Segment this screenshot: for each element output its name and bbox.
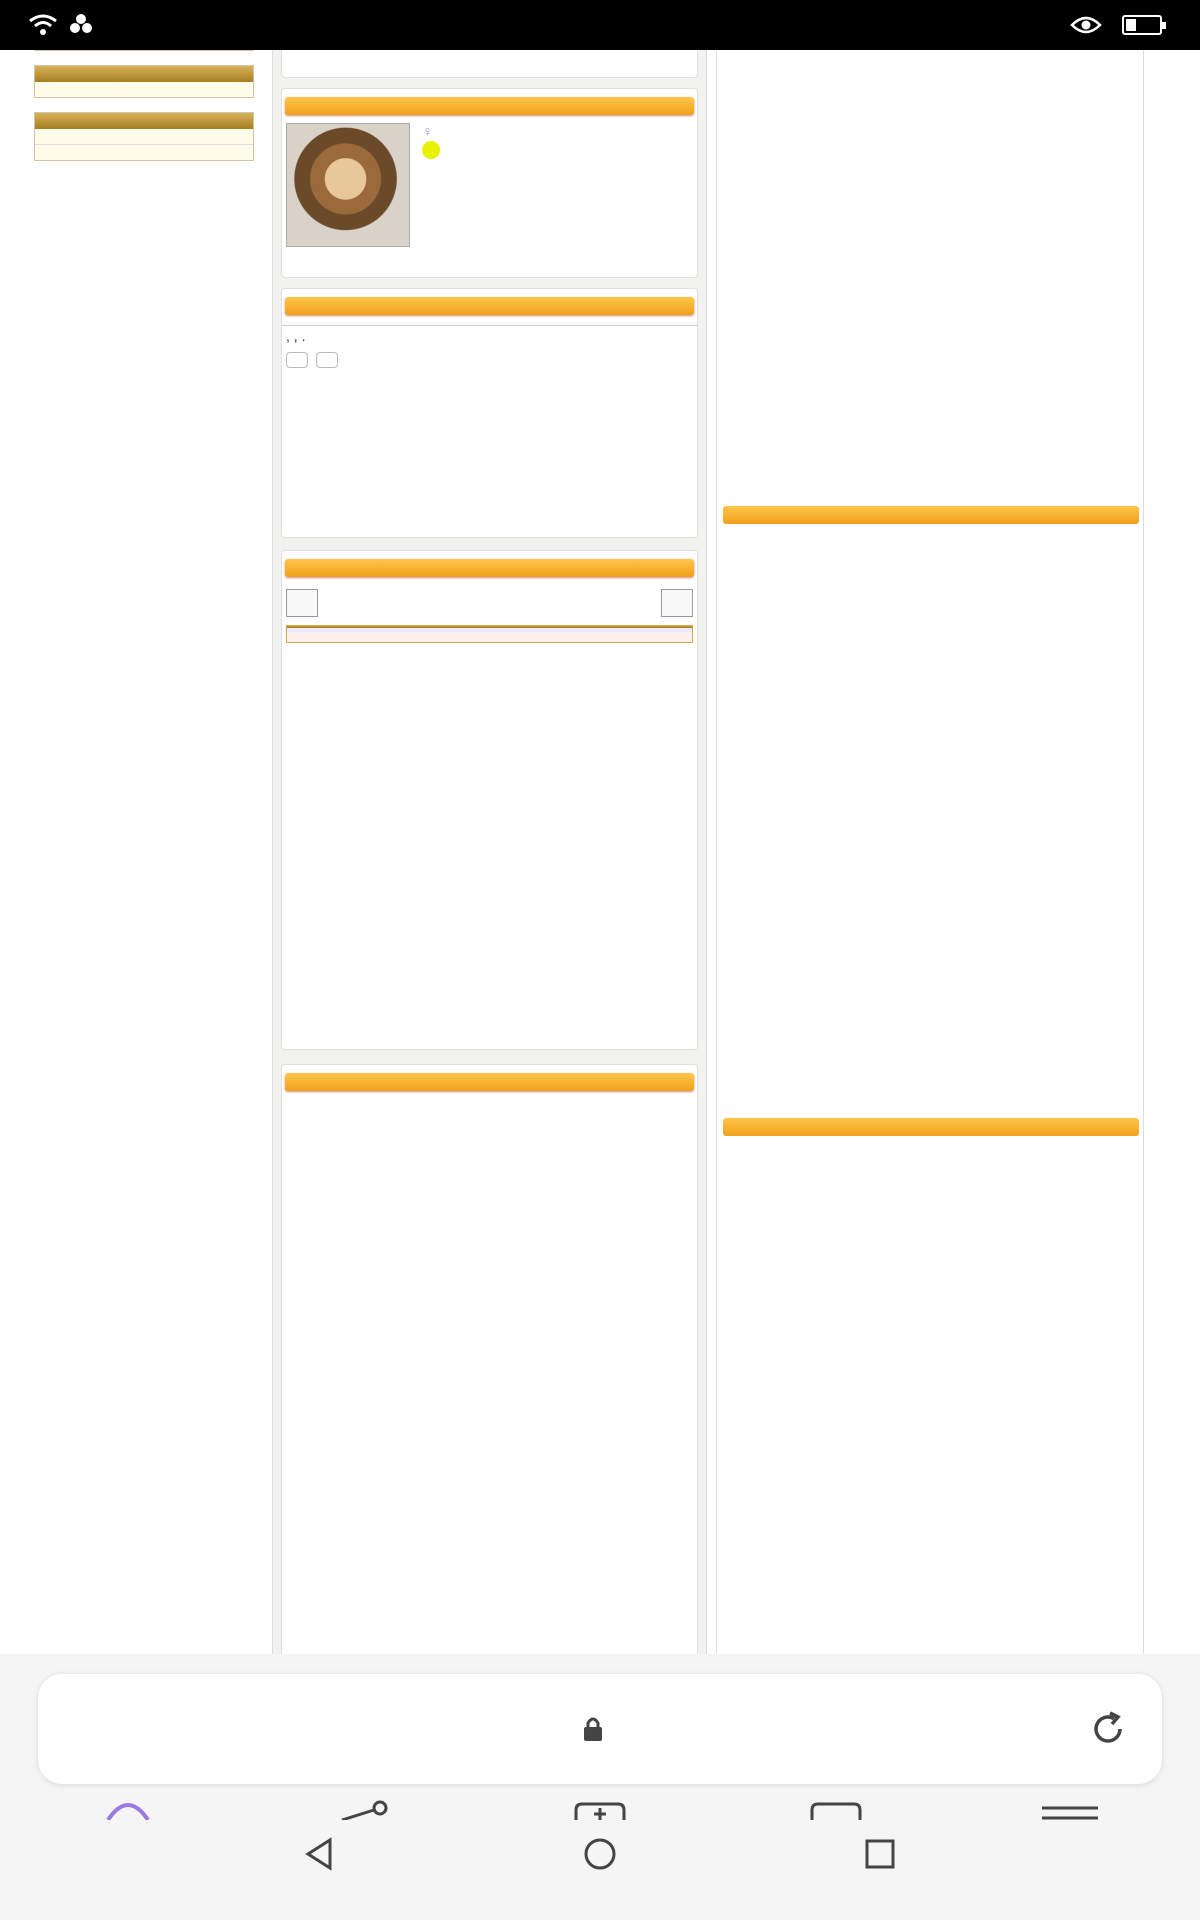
- system-nav-bar: [0, 1820, 1200, 1920]
- weight-line-chart: [717, 1160, 1143, 1654]
- dots-icon: [68, 13, 94, 37]
- friends-online-empty: [35, 135, 253, 141]
- home-arc-icon[interactable]: [98, 1800, 158, 1820]
- battery-icon: [1122, 15, 1162, 35]
- browser-toolbar: [0, 1654, 1200, 1820]
- home-icon[interactable]: [580, 1834, 620, 1874]
- left-sidebar: [34, 50, 254, 161]
- lock-icon: [582, 1715, 604, 1743]
- informer-box: [281, 50, 698, 78]
- enter-today-button[interactable]: [286, 352, 308, 368]
- personal-data-header[interactable]: [285, 97, 694, 115]
- recents-icon[interactable]: [860, 1834, 900, 1874]
- forum-panel-header[interactable]: [35, 66, 253, 82]
- new-tab-icon[interactable]: [570, 1800, 630, 1820]
- corridor-box: , , .: [281, 288, 698, 538]
- friends-panel-header[interactable]: [35, 113, 253, 129]
- column-header: [568, 321, 697, 326]
- next-day-button[interactable]: [661, 589, 693, 617]
- vitamin-badge-icon: [422, 141, 440, 159]
- web-page: [0, 50, 1200, 1654]
- menu-icon[interactable]: [1040, 1800, 1100, 1820]
- share-icon[interactable]: [332, 1800, 392, 1820]
- buttons-header[interactable]: [285, 1073, 694, 1091]
- address-bar[interactable]: [38, 1674, 1162, 1784]
- cabinet-menu: [34, 50, 254, 51]
- friends-offline-empty: [35, 148, 253, 154]
- day-entry: [286, 625, 693, 643]
- calendar-header[interactable]: [285, 559, 694, 577]
- eye-icon: [1070, 15, 1102, 35]
- calories-panel-header[interactable]: [723, 506, 1139, 524]
- status-bar: [0, 0, 1200, 50]
- column-header: [310, 321, 439, 326]
- prev-day-button[interactable]: [286, 589, 318, 617]
- calories-pie-chart: [717, 545, 1143, 1045]
- center-column: [272, 50, 707, 1654]
- avatar[interactable]: [286, 123, 410, 247]
- tabs-count-icon[interactable]: [806, 1800, 866, 1820]
- personal-data-box: ♀: [281, 88, 698, 278]
- back-icon[interactable]: [300, 1834, 340, 1874]
- macros-bar-chart: [717, 50, 1143, 470]
- buttons-box: [281, 1064, 698, 1654]
- food-log: [287, 632, 692, 642]
- calendar-box: [281, 550, 698, 1050]
- weight-panel-header[interactable]: [723, 1118, 1139, 1136]
- right-column: [716, 50, 1144, 1654]
- forum-panel: [34, 65, 254, 98]
- friends-panel: [34, 112, 254, 161]
- wifi-icon: [28, 13, 58, 37]
- corridor-header[interactable]: [285, 297, 694, 315]
- mark-critical-days-button[interactable]: [316, 352, 338, 368]
- reload-icon[interactable]: [1088, 1709, 1128, 1749]
- column-header: [439, 321, 568, 326]
- forum-feed: [35, 82, 253, 92]
